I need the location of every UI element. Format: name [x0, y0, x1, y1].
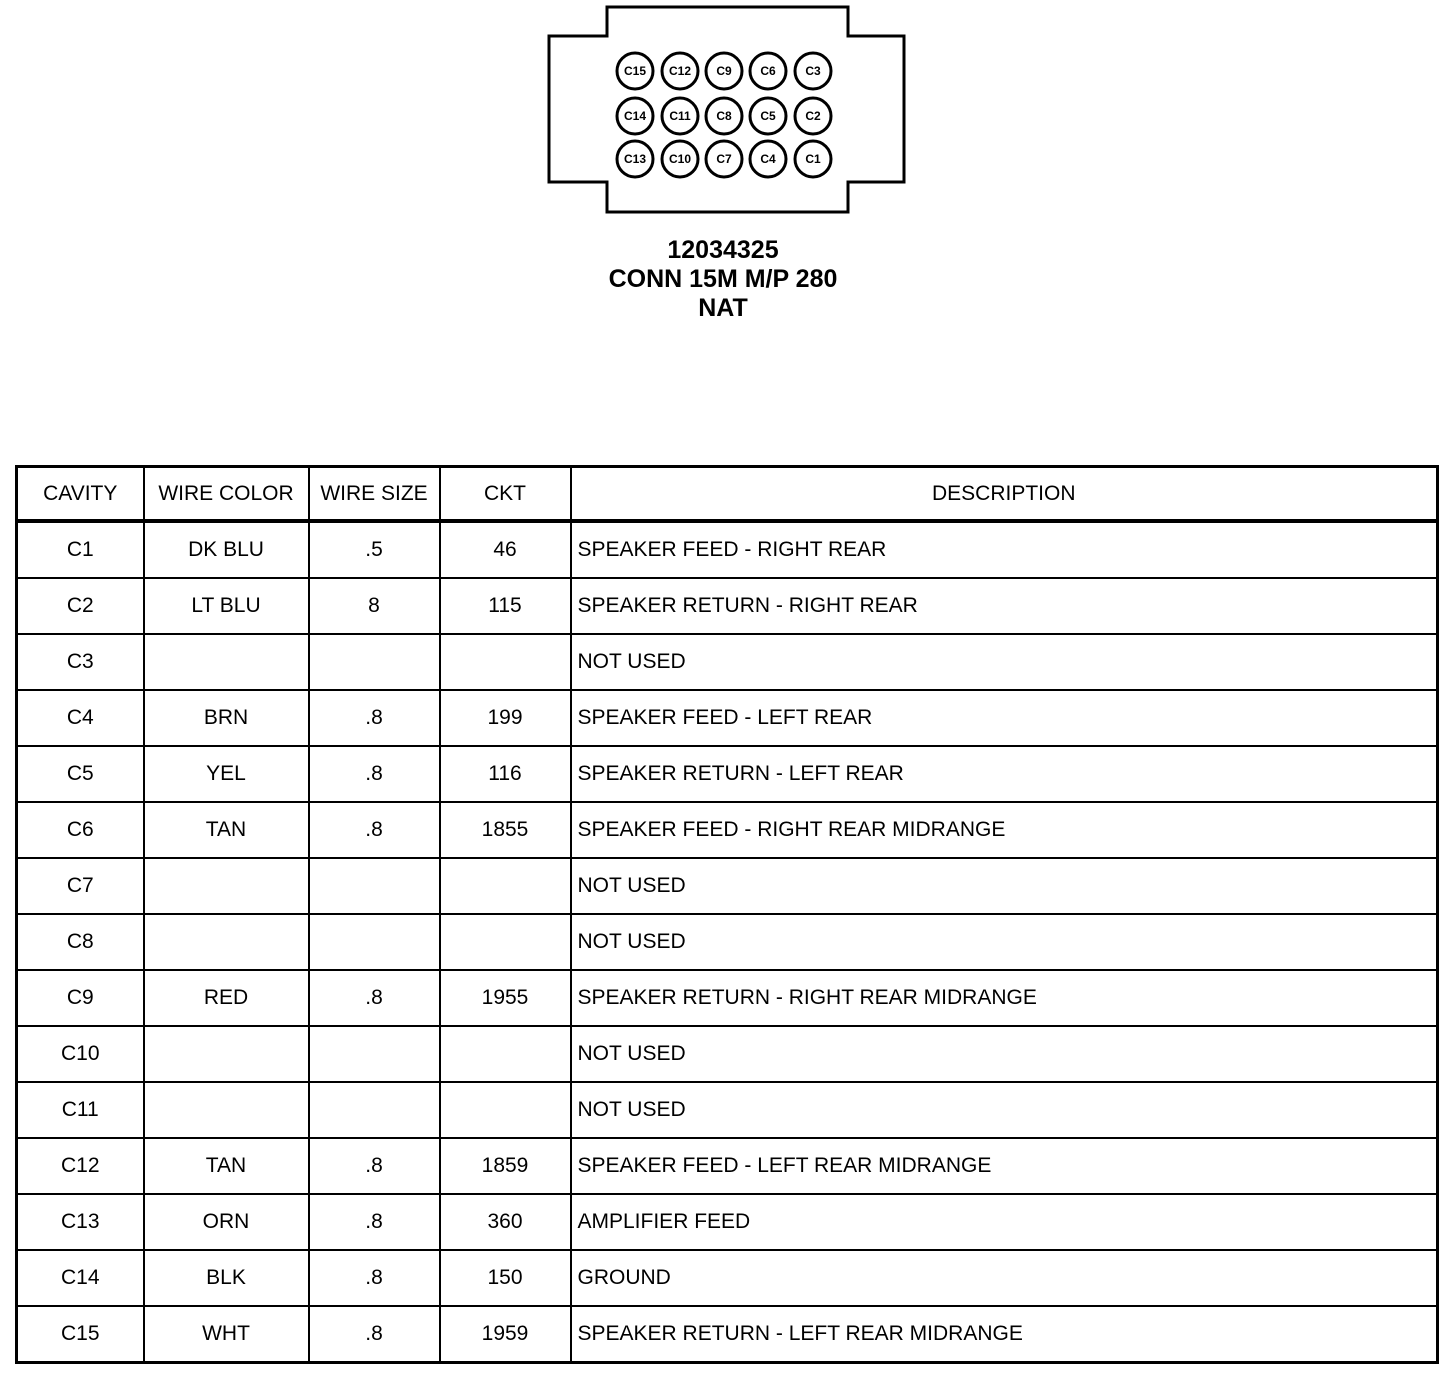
- connector-part-number: 12034325: [667, 236, 779, 264]
- header-cavity: CAVITY: [17, 467, 144, 522]
- cell-wire-size: .8: [309, 802, 440, 858]
- cell-wire-color: BLK: [144, 1250, 309, 1306]
- cell-wire-color: TAN: [144, 1138, 309, 1194]
- cell-description: SPEAKER FEED - LEFT REAR MIDRANGE: [571, 1138, 1438, 1194]
- connector-pin: [706, 141, 742, 177]
- cell-wire-color: DK BLU: [144, 521, 309, 578]
- cell-description: SPEAKER RETURN - RIGHT REAR: [571, 578, 1438, 634]
- cell-wire-size: .5: [309, 521, 440, 578]
- cell-ckt: 199: [440, 690, 571, 746]
- cell-description: SPEAKER FEED - RIGHT REAR: [571, 521, 1438, 578]
- cell-ckt: 1859: [440, 1138, 571, 1194]
- cell-ckt: 360: [440, 1194, 571, 1250]
- cell-ckt: 115: [440, 578, 571, 634]
- header-description: DESCRIPTION: [571, 467, 1438, 522]
- connector-diagram: [0, 0, 1456, 225]
- cell-wire-size: .8: [309, 690, 440, 746]
- cell-wire-color: ORN: [144, 1194, 309, 1250]
- cell-wire-size: .8: [309, 1250, 440, 1306]
- cell-description: SPEAKER FEED - LEFT REAR: [571, 690, 1438, 746]
- cell-cavity: C15: [17, 1306, 144, 1363]
- table-row: [17, 858, 1438, 914]
- connector-pin: [750, 141, 786, 177]
- cell-wire-color: [144, 1082, 309, 1138]
- table-row: [17, 1250, 1438, 1306]
- cell-description: SPEAKER RETURN - LEFT REAR MIDRANGE: [571, 1306, 1438, 1363]
- connector-pin: [795, 53, 831, 89]
- connector-pin: [750, 53, 786, 89]
- table-row: [17, 1026, 1438, 1082]
- cell-ckt: [440, 1082, 571, 1138]
- pin-label: C3: [805, 64, 821, 78]
- cell-wire-size: .8: [309, 1194, 440, 1250]
- cell-cavity: C6: [17, 802, 144, 858]
- pin-label: C12: [668, 64, 692, 78]
- cell-cavity: C4: [17, 690, 144, 746]
- cell-cavity: C13: [17, 1194, 144, 1250]
- cell-ckt: 150: [440, 1250, 571, 1306]
- connector-pin: [795, 141, 831, 177]
- connector-caption: [0, 236, 1446, 323]
- cell-wire-size: [309, 634, 440, 690]
- table-row: [17, 802, 1438, 858]
- table-row: [17, 1194, 1438, 1250]
- cell-cavity: C10: [17, 1026, 144, 1082]
- pin-label: C6: [760, 64, 776, 78]
- table-row: [17, 578, 1438, 634]
- cell-cavity: C14: [17, 1250, 144, 1306]
- pin-label: C9: [716, 64, 732, 78]
- cell-cavity: C8: [17, 914, 144, 970]
- pin-label: C7: [716, 152, 732, 166]
- cell-ckt: [440, 858, 571, 914]
- cell-wire-color: RED: [144, 970, 309, 1026]
- cell-wire-size: [309, 914, 440, 970]
- cell-wire-color: YEL: [144, 746, 309, 802]
- connector-pin: [706, 53, 742, 89]
- cell-description: NOT USED: [571, 858, 1438, 914]
- table-row: [17, 634, 1438, 690]
- cell-cavity: C9: [17, 970, 144, 1026]
- connector-pin: [662, 141, 698, 177]
- connector-pin: [706, 98, 742, 134]
- cell-wire-size: [309, 1026, 440, 1082]
- pin-label: C1: [805, 152, 821, 166]
- header-wire-size: WIRE SIZE: [309, 467, 440, 522]
- pin-label: C8: [716, 109, 732, 123]
- cell-wire-color: [144, 634, 309, 690]
- connector-pin: [617, 98, 653, 134]
- cell-cavity: C11: [17, 1082, 144, 1138]
- cell-cavity: C2: [17, 578, 144, 634]
- connector-pin: [662, 98, 698, 134]
- header-ckt: CKT: [440, 467, 571, 522]
- cell-wire-size: .8: [309, 1306, 440, 1363]
- cell-wire-size: .8: [309, 746, 440, 802]
- pin-label: C14: [623, 109, 647, 123]
- connector-pin: [617, 141, 653, 177]
- table-row: [17, 746, 1438, 802]
- cell-wire-color: WHT: [144, 1306, 309, 1363]
- cell-description: SPEAKER RETURN - RIGHT REAR MIDRANGE: [571, 970, 1438, 1026]
- table-row: [17, 690, 1438, 746]
- cell-ckt: 1855: [440, 802, 571, 858]
- pin-label: C13: [623, 152, 647, 166]
- connector-name: CONN 15M M/P 280: [608, 265, 838, 293]
- pin-label: C10: [668, 152, 692, 166]
- cell-description: SPEAKER FEED - RIGHT REAR MIDRANGE: [571, 802, 1438, 858]
- cell-ckt: 116: [440, 746, 571, 802]
- cell-description: SPEAKER RETURN - LEFT REAR: [571, 746, 1438, 802]
- cell-ckt: 46: [440, 521, 571, 578]
- cell-ckt: 1959: [440, 1306, 571, 1363]
- pin-label: C2: [805, 109, 821, 123]
- table-row: [17, 521, 1438, 578]
- cell-cavity: C1: [17, 521, 144, 578]
- connector-color: NAT: [698, 294, 748, 322]
- cell-wire-color: [144, 858, 309, 914]
- table-header-row: [17, 467, 1438, 522]
- table-row: [17, 1138, 1438, 1194]
- cell-description: AMPLIFIER FEED: [571, 1194, 1438, 1250]
- connector-pin: [750, 98, 786, 134]
- pin-label: C11: [669, 109, 691, 123]
- cell-ckt: [440, 914, 571, 970]
- cell-cavity: C5: [17, 746, 144, 802]
- connector-pin: [617, 53, 653, 89]
- cell-description: GROUND: [571, 1250, 1438, 1306]
- pinout-table: [15, 465, 1439, 1364]
- cell-description: NOT USED: [571, 1082, 1438, 1138]
- cell-wire-color: BRN: [144, 690, 309, 746]
- pin-label: C15: [623, 64, 647, 78]
- cell-wire-color: TAN: [144, 802, 309, 858]
- table-row: [17, 1306, 1438, 1363]
- cell-description: NOT USED: [571, 1026, 1438, 1082]
- connector-pin: [795, 98, 831, 134]
- cell-wire-size: .8: [309, 970, 440, 1026]
- cell-wire-color: LT BLU: [144, 578, 309, 634]
- cell-cavity: C12: [17, 1138, 144, 1194]
- table-row: [17, 1082, 1438, 1138]
- table-row: [17, 914, 1438, 970]
- pin-label: C4: [760, 152, 776, 166]
- cell-description: NOT USED: [571, 634, 1438, 690]
- cell-ckt: [440, 634, 571, 690]
- cell-wire-size: .8: [309, 1138, 440, 1194]
- cell-wire-size: [309, 1082, 440, 1138]
- cell-wire-color: [144, 1026, 309, 1082]
- table-row: [17, 970, 1438, 1026]
- cell-cavity: C3: [17, 634, 144, 690]
- cell-wire-color: [144, 914, 309, 970]
- cell-cavity: C7: [17, 858, 144, 914]
- cell-ckt: 1955: [440, 970, 571, 1026]
- cell-wire-size: [309, 858, 440, 914]
- cell-ckt: [440, 1026, 571, 1082]
- pin-label: C5: [760, 109, 776, 123]
- connector-pin: [662, 53, 698, 89]
- cell-wire-size: 8: [309, 578, 440, 634]
- header-wire-color: WIRE COLOR: [144, 467, 309, 522]
- cell-description: NOT USED: [571, 914, 1438, 970]
